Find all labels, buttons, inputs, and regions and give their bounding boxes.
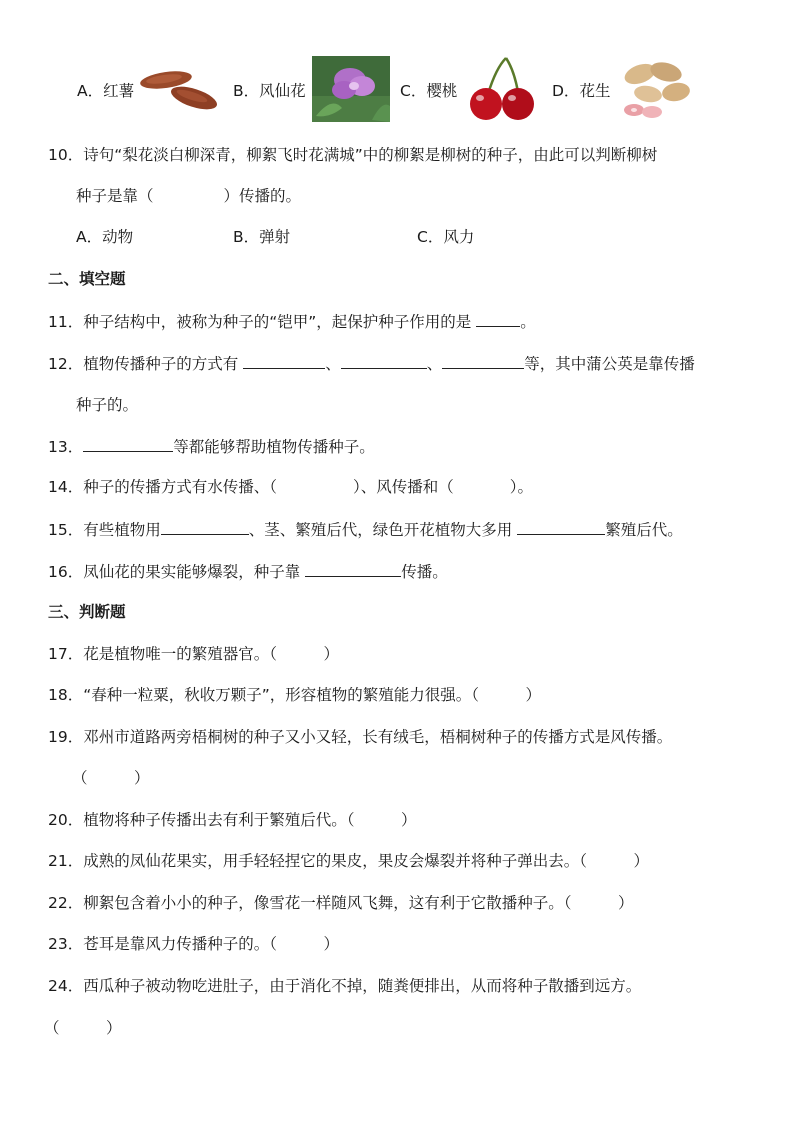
answer-blank[interactable]: [161, 518, 249, 535]
sweet-potato-image: [140, 66, 220, 112]
answer-blank[interactable]: [341, 352, 427, 369]
q10-option-c: C．风力: [417, 228, 475, 246]
q10-option-b: B．弹射: [233, 228, 291, 246]
question-10-line2: 种子是靠（ ）传播的。: [76, 187, 302, 205]
question-19-answer[interactable]: （ ）: [72, 769, 150, 787]
question-19: 19．邓州市道路两旁梧桐树的种子又小又轻，长有绒毛，梧桐树种子的传播方式是风传播。: [48, 728, 673, 746]
question-18: 18．“春种一粒粟，秋收万颗子”，形容植物的繁殖能力很强。（ ）: [48, 686, 542, 704]
cherry-image: [466, 54, 538, 124]
section-judgment-title: 三、判断题: [48, 603, 126, 621]
question-10-line1: 10．诗句“梨花淡白柳深青，柳絮飞时花满城”中的柳絮是柳树的种子，由此可以判断柳树: [48, 146, 658, 164]
balsam-flower-image: [312, 56, 390, 122]
question-13: 13． 等都能够帮助植物传播种子。: [48, 435, 375, 458]
question-15: 15．有些植物用 、茎、繁殖后代，绿色开花植物大多用 繁殖后代。: [48, 518, 683, 541]
q9-option-c: C．樱桃: [400, 82, 458, 100]
question-20: 20．植物将种子传播出去有利于繁殖后代。（ ）: [48, 811, 417, 829]
question-12-line1: 12．植物传播种子的方式有 、 、 等，其中蒲公英是靠传播: [48, 352, 695, 375]
question-23: 23．苍耳是靠风力传播种子的。（ ）: [48, 935, 339, 953]
answer-blank[interactable]: [476, 310, 520, 327]
answer-blank[interactable]: [83, 435, 173, 452]
question-21: 21．成熟的凤仙花果实，用手轻轻捏它的果皮，果皮会爆裂并将种子弹出去。（ ）: [48, 852, 649, 870]
question-12-line2: 种子的。: [76, 396, 139, 414]
answer-blank[interactable]: [517, 518, 605, 535]
question-16: 16．凤仙花的果实能够爆裂，种子靠 传播。: [48, 560, 448, 583]
question-11: 11．种子结构中，被称为种子的“铠甲”，起保护种子作用的是 。: [48, 310, 536, 333]
question-17: 17．花是植物唯一的繁殖器官。（ ）: [48, 645, 339, 663]
q10-option-a: A．动物: [76, 228, 134, 246]
question-24: 24．西瓜种子被动物吃进肚子，由于消化不掉，随粪便排出，从而将种子散播到远方。: [48, 977, 642, 995]
q9-option-d: D．花生: [552, 82, 611, 100]
question-24-answer[interactable]: （ ）: [44, 1019, 122, 1037]
q9-option-a: A．红薯: [77, 82, 135, 100]
answer-blank[interactable]: [442, 352, 524, 369]
answer-blank[interactable]: [243, 352, 325, 369]
peanut-image: [618, 56, 692, 122]
answer-blank[interactable]: [305, 560, 401, 577]
section-fill-in-title: 二、填空题: [48, 270, 126, 288]
q9-option-b: B．风仙花: [233, 82, 306, 100]
question-22: 22．柳絮包含着小小的种子，像雪花一样随风飞舞，这有利于它散播种子。（ ）: [48, 894, 634, 912]
question-14: 14．种子的传播方式有水传播、（ ）、风传播和（ ）。: [48, 478, 534, 496]
